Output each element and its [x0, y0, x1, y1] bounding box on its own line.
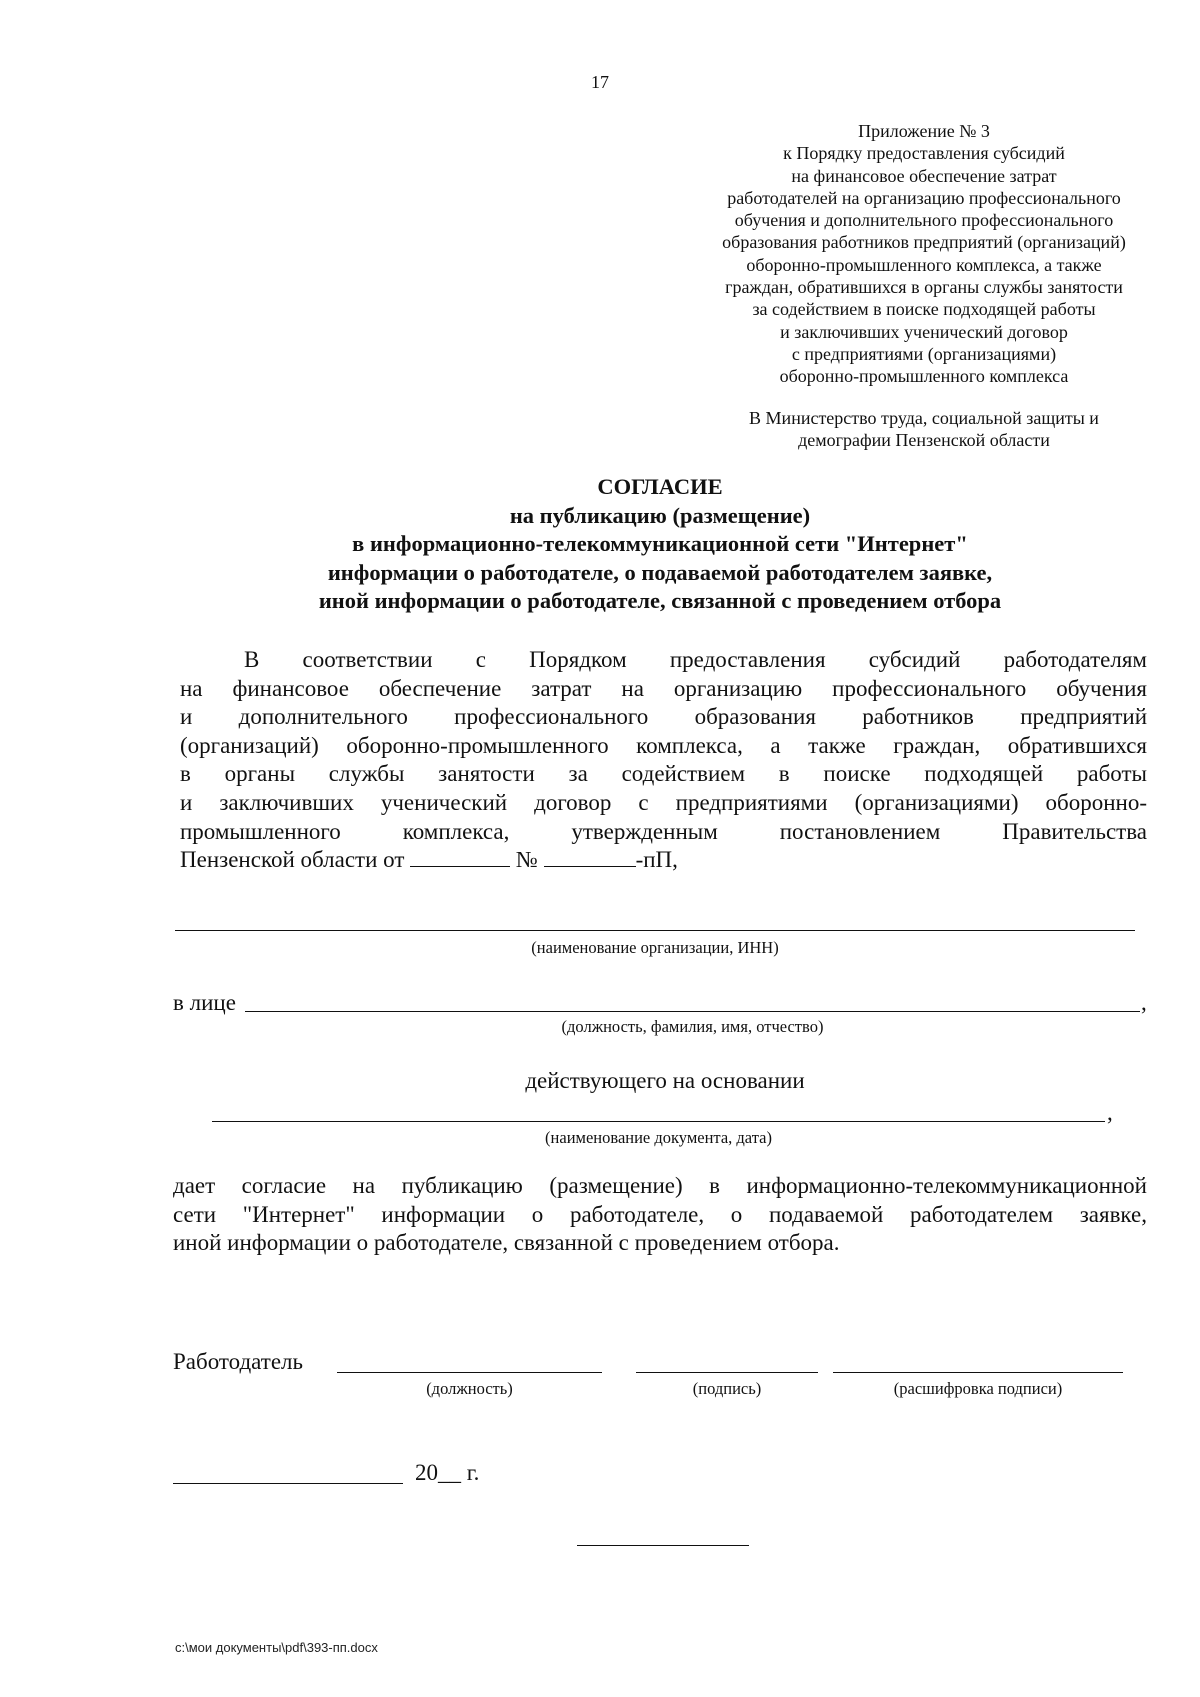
- consent-paragraph: [173, 1172, 1147, 1258]
- addressee: [662, 407, 1186, 452]
- title-line: иной информации о работодателе, связанной с проведением отбора: [318, 588, 1002, 613]
- file-path: c:\мои документы\pdf\393-пп.docx: [175, 1640, 378, 1655]
- title-line: в информационно-телекоммуникационной сети "Интернет": [352, 531, 968, 556]
- appendix-line: на финансовое обеспечение затрат: [791, 165, 1057, 186]
- resolution-suffix: -пП,: [635, 847, 678, 873]
- document-caption: (наименование документа, дата): [545, 1128, 772, 1147]
- appendix-reference: [662, 120, 1186, 388]
- resolution-number-blank[interactable]: [544, 846, 636, 867]
- document-title: [170, 473, 1150, 616]
- addressee-line: демографии Пензенской области: [798, 430, 1050, 451]
- comma: ,: [1107, 1100, 1113, 1125]
- basis-document-line[interactable]: [212, 1121, 1105, 1122]
- page-number: 17: [591, 72, 609, 92]
- organization-caption: (наименование организации, ИНН): [531, 938, 779, 957]
- appendix-line: оборонно-промышленного комплекса: [779, 366, 1069, 387]
- intro-line: промышленного комплекса, утвержденным постановлением Правительства: [180, 818, 1147, 844]
- consent-line: иной информации о работодателе, связанной с проведением отбора.: [173, 1230, 840, 1256]
- appendix-line: и заключивших ученический договор: [780, 321, 1068, 342]
- year-text: 20__ г.: [415, 1460, 480, 1485]
- appendix-line: с предприятиями (организациями): [791, 343, 1057, 364]
- number-sign: №: [515, 847, 538, 873]
- appendix-line: обучения и дополнительного профессионального: [734, 210, 1114, 231]
- appendix-line: образования работников предприятий (организаций): [722, 232, 1126, 253]
- position-caption: (должность): [426, 1379, 513, 1398]
- consent-line: дает согласие на публикацию (размещение) в информационно-телекоммуникационной: [173, 1173, 1147, 1198]
- consent-line: сети "Интернет" информации о работодателе, о подаваемой работодателем заявке,: [173, 1201, 1147, 1227]
- intro-line: в органы службы занятости за содействием в поиске подходящей работы: [180, 761, 1147, 787]
- intro-line: на финансовое обеспечение затрат на организацию профессионального обучения: [180, 675, 1147, 701]
- end-separator: [577, 1545, 749, 1546]
- appendix-line: работодателей на организацию профессионального: [727, 187, 1121, 208]
- comma: ,: [1141, 990, 1147, 1015]
- in-person-label: в лице: [173, 990, 236, 1015]
- organization-name-line[interactable]: [175, 930, 1135, 931]
- signature-caption: (подпись): [692, 1379, 762, 1398]
- intro-line: и заключивших ученический договор с предприятиями (организациями) оборонно-: [180, 789, 1147, 815]
- decoding-caption: (расшифровка подписи): [893, 1379, 1063, 1398]
- position-line[interactable]: [337, 1372, 602, 1373]
- addressee-line: В Министерство труда, социальной защиты и: [749, 408, 1099, 428]
- resolution-prefix: Пензенской области от: [180, 847, 405, 873]
- intro-line: (организаций) оборонно-промышленного комплекса, а также граждан, обратившихся: [180, 732, 1147, 758]
- resolution-date-blank[interactable]: [410, 846, 510, 867]
- signature-decoding-line[interactable]: [833, 1372, 1123, 1373]
- employer-label: Работодатель: [173, 1349, 304, 1374]
- title-line: информации о работодателе, о подаваемой работодателем заявке,: [327, 559, 993, 585]
- date-line[interactable]: [173, 1483, 403, 1484]
- signature-line[interactable]: [636, 1372, 818, 1373]
- appendix-line: Приложение № 3: [858, 121, 990, 141]
- appendix-line: за содействием в поиске подходящей работы: [752, 299, 1096, 320]
- acting-basis-label: действующего на основании: [525, 1068, 805, 1093]
- intro-line: и дополнительного профессионального образования работников предприятий: [180, 704, 1147, 730]
- appendix-line: оборонно-промышленного комплекса, а также: [746, 254, 1102, 275]
- intro-last-line: [180, 846, 1147, 875]
- title-line: на публикацию (размещение): [509, 502, 811, 528]
- representative-caption: (должность, фамилия, имя, отчество): [561, 1017, 824, 1036]
- representative-line[interactable]: [245, 1011, 1140, 1012]
- appendix-line: к Порядку предоставления субсидий: [783, 143, 1065, 164]
- appendix-line: граждан, обратившихся в органы службы занятости: [725, 277, 1123, 298]
- title-heading: СОГЛАСИЕ: [597, 474, 723, 499]
- intro-line: В соответствии с Порядком предоставления субсидий работодателям: [244, 647, 1147, 672]
- intro-paragraph: [180, 646, 1147, 875]
